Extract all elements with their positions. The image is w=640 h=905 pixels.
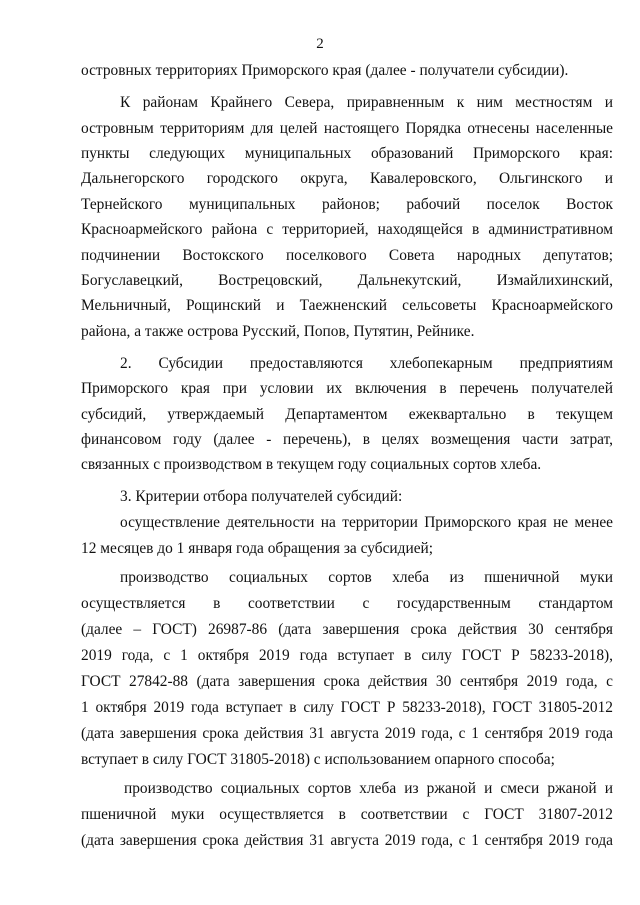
text-line: района, а также острова Русский, Попов, Путятин, Рейнике. [81,323,475,340]
text-line: пункты следующих муниципальных образований Приморского края: [81,145,613,162]
text-line: Дальнегорского городского округа, Кавалеровского, Ольгинского и [81,170,613,187]
text-line: производство социальных сортов хлеба из ржаной и смеси ржаной и [124,780,613,797]
text-line: Красноармейского района с территорией, находящейся в административном [81,221,613,238]
text-line: Тернейского муниципальных районов; рабочий поселок Восток [81,196,613,213]
text-line: пшеничной муки осуществляется в соответствии с ГОСТ 31807-2012 [81,806,613,823]
text-line: связанных с производством в текущем году социальных сортов хлеба. [81,456,542,473]
text-line: производство социальных сортов хлеба из пшеничной муки [120,569,613,586]
text-line: К районам Крайнего Севера, приравненным к ним местностям и [120,94,613,111]
text-line: финансовом году (далее - перечень), в целях возмещения части затрат, [81,431,613,448]
text-line: 1 октября 2019 года вступает в силу ГОСТ Р 58233-2018), ГОСТ 31805-2012 [81,699,613,716]
text-line: Богуславецкий, Вострецовский, Дальнекутский, Измайлихинский, [81,272,613,289]
text-line: 12 месяцев до 1 января года обращения за субсидией; [81,540,434,557]
text-line: субсидий, утверждаемый Департаментом ежеквартально в текущем [81,406,613,423]
text-line: осуществляется в соответствии с государственным стандартом [81,595,613,612]
text-line: подчинении Востокского поселкового Совета народных депутатов; [81,247,613,264]
text-line: (далее – ГОСТ) 26987-86 (дата завершения срока действия 30 сентября [81,621,613,638]
page-number: 2 [316,36,324,52]
text-line: островных территориях Приморского края (далее - получатели субсидии). [81,62,569,79]
text-line: Приморского края при условии их включения в перечень получателей [81,380,613,397]
text-line: осуществление деятельности на территории Приморского края не менее [120,514,613,531]
text-line: вступает в силу ГОСТ 31805-2018) с использованием опарного способа; [81,751,555,768]
text-line: (дата завершения срока действия 31 августа 2019 года, с 1 сентября 2019 года [81,725,613,742]
text-line: 3. Критерии отбора получателей субсидий: [120,488,403,505]
text-line: 2019 года, с 1 октября 2019 года вступает в силу ГОСТ Р 58233-2018), [81,647,613,664]
text-line: ГОСТ 27842-88 (дата завершения срока действия 30 сентября 2019 года, с [81,673,613,690]
text-line: островным территориям для целей настоящего Порядка отнесены населенные [81,120,613,137]
text-line: (дата завершения срока действия 31 августа 2019 года, с 1 сентября 2019 года [81,832,613,849]
text-line: 2. Субсидии предоставляются хлебопекарным предприятиям [120,355,613,372]
text-line: Мельничный, Рощинский и Таежненский сельсоветы Красноармейского [81,297,613,314]
